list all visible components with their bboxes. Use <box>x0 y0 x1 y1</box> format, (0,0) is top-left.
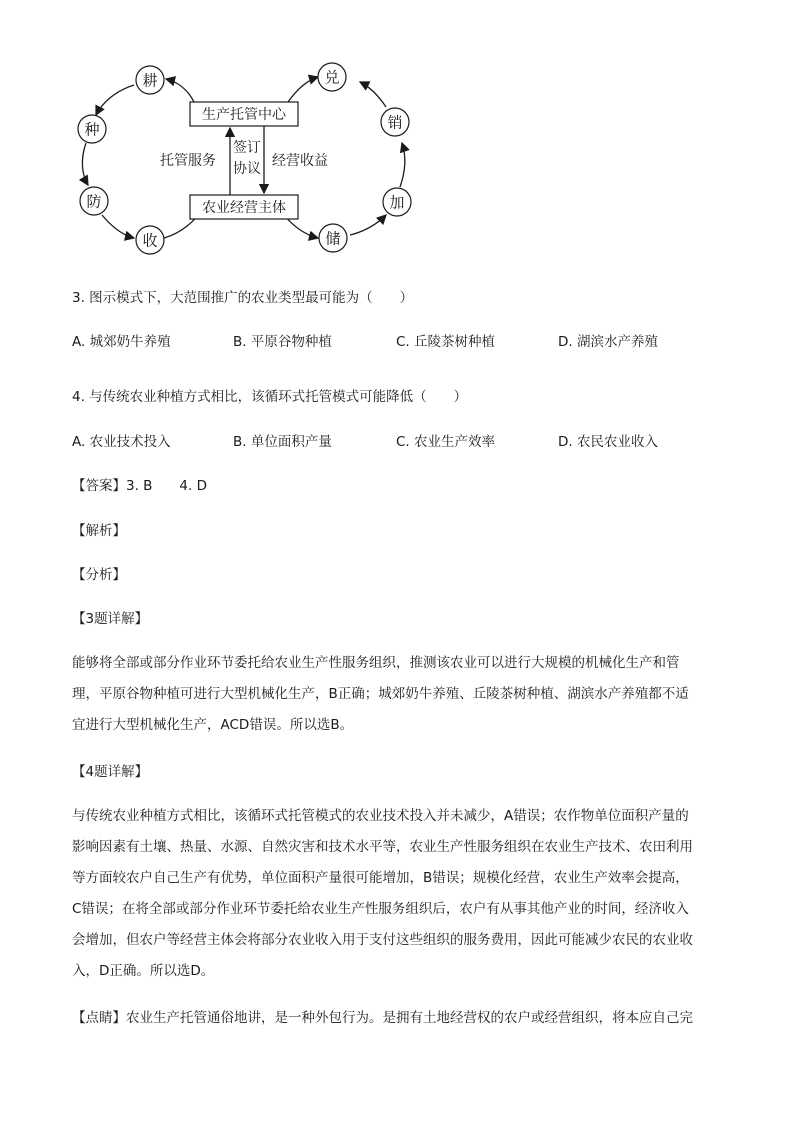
answer-tag: 【答案】 <box>72 478 126 494</box>
label-revenue: 经营收益 <box>272 153 328 169</box>
question-3-option-b: B. 平原谷物种植 <box>233 334 332 350</box>
question-3-stem: 3. 图示模式下，大范围推广的农业类型最可能为（ ） <box>72 290 414 306</box>
question-3-option-a: A. 城郊奶牛养殖 <box>72 334 171 350</box>
q3-detail-line-1: 能够将全部或部分作业环节委托给农业生产性服务组织，推测该农业可以进行大规模的机械化生产和管 <box>72 655 680 671</box>
q4-detail-line-6: 入，D正确。所以选D。 <box>72 963 215 979</box>
node-chu-label: 储 <box>325 229 341 248</box>
arrow-jia-to-xiao <box>400 143 405 187</box>
dianjing-tag: 【点睛】 <box>72 1010 126 1026</box>
answer-text: 3. B 4. D <box>126 478 207 494</box>
diagram-svg <box>60 55 440 265</box>
question-4-stem: 4. 与传统农业种植方式相比，该循环式托管模式可能降低（ ） <box>72 389 468 405</box>
arrow-box-to-dui <box>288 77 318 102</box>
node-jia <box>383 188 411 216</box>
q3-detail-line-3: 宜进行大型机械化生产，ACD错误。所以选B。 <box>72 717 354 733</box>
arrow-xiao-to-dui <box>360 82 386 107</box>
box-agri-entity <box>190 195 298 219</box>
arrow-chu-to-jia <box>350 215 386 235</box>
answer-line <box>72 476 207 496</box>
q4-detail-paragraph <box>72 801 722 987</box>
arrow-fang-to-shou <box>102 215 134 238</box>
question-4-option-a: A. 农业技术投入 <box>72 434 171 450</box>
node-gen-label: 耕 <box>142 71 158 90</box>
node-jia-label: 加 <box>389 193 405 212</box>
question-4-option-b: B. 单位面积产量 <box>233 434 332 450</box>
node-fang-label: 防 <box>86 192 102 211</box>
q4-detail-line-3: 等方面较农户自己生产有优势，单位面积产量很可能增加，B错误；规模化经营，农业生产效率会提高， <box>72 870 689 886</box>
dianjing-line <box>72 1008 693 1028</box>
question-3-option-d: D. 湖滨水产养殖 <box>558 334 658 350</box>
analysis-tag: 【解析】 <box>72 523 126 539</box>
node-fang <box>80 187 108 215</box>
q3-detail-line-2: 理，平原谷物种植可进行大型机械化生产，B正确；城郊奶牛养殖、丘陵茶树种植、湖滨水产养殖都不适 <box>72 686 689 702</box>
q4-detail-line-5: 会增加，但农户等经营主体会将部分农业收入用于支付这些组织的服务费用，因此可能减少农民的农业收 <box>72 932 693 948</box>
dianjing-text: 农业生产托管通俗地讲，是一种外包行为。是拥有土地经营权的农户或经营组织，将本应自己完 <box>126 1010 693 1026</box>
arrow-box-to-gen <box>166 79 194 102</box>
node-xiao <box>381 108 409 136</box>
q4-detail-line-4: C错误；在将全部或部分作业环节委托给农业生产性服务组织后，农户有从事其他产业的时间，经济收入 <box>72 901 689 917</box>
node-shou-label: 收 <box>142 231 158 250</box>
q4-detail-line-2: 影响因素有土壤、热量、水源、自然灾害和技术水平等，农业生产性服务组织在农业生产技术、农田利用 <box>72 839 693 855</box>
label-sign: 签订 <box>233 140 261 156</box>
box-production-center-label: 生产托管中心 <box>202 107 286 123</box>
label-agreement: 协议 <box>233 161 261 177</box>
node-dui-label: 兑 <box>324 68 340 87</box>
q4-detail-line-1: 与传统农业种植方式相比，该循环式托管模式的农业技术投入并未减少，A错误；农作物单位面积产量的 <box>72 808 689 824</box>
node-shou <box>136 226 164 254</box>
farm-trust-cycle-diagram <box>60 55 440 265</box>
q3-detail-tag: 【3题详解】 <box>72 611 149 627</box>
node-zhong-label: 种 <box>84 120 100 139</box>
label-trust-service: 托管服务 <box>160 153 216 169</box>
question-3-option-c: C. 丘陵茶树种植 <box>396 334 496 350</box>
q4-detail-tag: 【4题详解】 <box>72 764 149 780</box>
node-dui <box>318 63 346 91</box>
question-4-option-d: D. 农民农业收入 <box>558 434 658 450</box>
arrow-zhong-to-fang <box>82 143 88 185</box>
node-chu <box>319 224 347 252</box>
node-zhong <box>78 115 106 143</box>
question-4-option-c: C. 农业生产效率 <box>396 434 496 450</box>
fenxi-tag: 【分析】 <box>72 567 126 583</box>
arrow-gen-to-zhong <box>96 85 134 115</box>
q3-detail-paragraph <box>72 648 722 741</box>
box-agri-entity-label: 农业经营主体 <box>202 200 286 216</box>
node-xiao-label: 销 <box>387 113 403 132</box>
box-production-center <box>190 102 298 126</box>
node-gen <box>136 66 164 94</box>
